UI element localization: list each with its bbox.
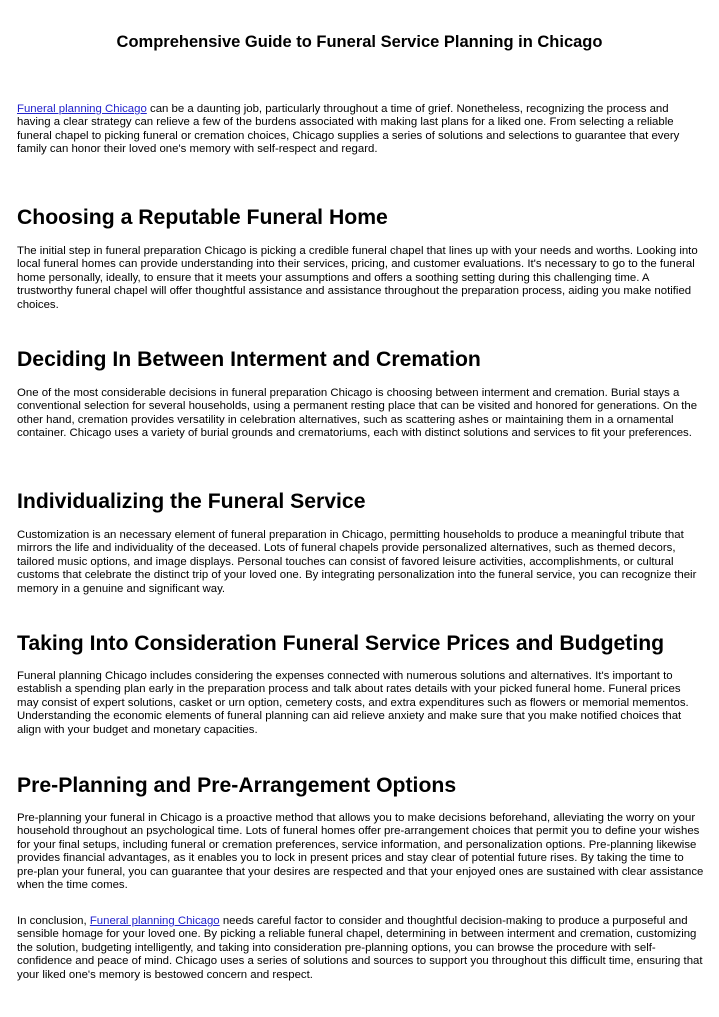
intro-paragraph — [17, 103, 704, 157]
section-body-costs: Funeral planning Chicago includes considering the expenses connected with numerous solutions and alternatives. It's important to establish a spending plan early in the preparation process and talk about rates details with your picked funeral home. Funeral prices may consist of expert solutions, casket or urn option, cemetery costs, and extra expenditures such as flowers or memorial mementos. Understanding the economic elements of funeral planning can aid relieve anxiety and make sure that you make notified choices that align with your budget and monetary capacities. — [17, 670, 689, 736]
conclusion-text: needs careful factor to consider and thoughtful decision-making to produce a purposeful and sensible homage for your loved one. By picking a reliable funeral chapel, determining in between interment and cremation, customizing the solution, budgeting intelligently, and taking into consideration pre-planning options, you can browse the procedure with self-confidence and peace of mind. Chicago uses a series of solutions and sources to support you throughout this difficult time, ensuring that your liked one's memory is bestowed concern and respect. — [17, 915, 703, 981]
section-heading-preplanning: Pre-Planning and Pre-Arrangement Options — [17, 774, 457, 797]
intro-text: can be a daunting job, particularly throughout a time of grief. Nonetheless, recognizing the process and having a clear strategy can relieve a few of the burdens associated with making last plans for a liked one. From selecting a reliable funeral chapel to picking funeral or cremation choices, Chicago supplies a series of solutions and selections to guarantee that every family can honor their loved one's memory with self-respect and regard. — [17, 103, 680, 156]
section-body-funeral-home: The initial step in funeral preparation Chicago is picking a credible funeral chapel that lines up with your needs and worths. Looking into local funeral homes can provide understanding into their services, pricing, and customer evaluations. It's necessary to go to the funeral home personally, ideally, to ensure that it meets your assumptions and offers a soothing setting during this challenging time. A trustworthy funeral chapel will offer thoughtful assistance and assistance throughout the preparation process, aiding you make notified choices. — [17, 245, 698, 311]
section-heading-costs: Taking Into Consideration Funeral Service Prices and Budgeting — [17, 632, 665, 655]
conclusion-link[interactable]: Funeral planning Chicago — [89, 915, 220, 927]
conclusion-paragraph — [17, 915, 704, 982]
section-heading-burial-cremation: Deciding In Between Interment and Cremation — [17, 348, 481, 371]
intro-link[interactable]: Funeral planning Chicago — [17, 103, 147, 115]
conclusion-prefix: In conclusion, — [17, 915, 90, 927]
section-body-preplanning: Pre-planning your funeral in Chicago is a proactive method that allows you to make decisions beforehand, alleviating the worry on your household throughout an psychological time. Lots of funeral homes offer pre-arrangement choices that permit you to define your wishes for your final setups, including funeral or cremation preferences, service information, and personalization options. Pre-planning likewise provides financial advantages, as it enables you to lock in present prices and stay clear of potential future rises. By taking the time to pre-plan your funeral, you can guarantee that your desires are respected and that your enjoyed ones are sustained with clear assistance when the time comes. — [17, 812, 704, 892]
section-heading-personalizing: Individualizing the Funeral Service — [17, 490, 366, 513]
page-title: Comprehensive Guide to Funeral Service Planning in Chicago — [116, 33, 603, 51]
section-heading-funeral-home: Choosing a Reputable Funeral Home — [17, 206, 388, 229]
section-body-burial-cremation: One of the most considerable decisions in funeral preparation Chicago is choosing between interment and cremation. Burial stays a conventional selection for several households, using a permanent resting place that can be visited and honored for generations. On the other hand, cremation provides versatility in celebration alternatives, such as scattering ashes or maintaining them in a ornamental container. Chicago uses a variety of burial grounds and crematoriums, each with distinct solutions and services to fit your preferences. — [17, 387, 698, 440]
section-body-personalizing: Customization is an necessary element of funeral preparation in Chicago, permitting households to produce a meaningful tribute that mirrors the life and individuality of the deceased. Lots of funeral chapels provide personalized alternatives, such as themed decors, tailored music options, and image displays. Personal touches can consist of favored leisure activities, accomplishments, or cultural customs that celebrate the distinct trip of your loved one. By integrating personalization into the funeral service, you can recognize their memory in a genuine and significant way. — [17, 529, 697, 595]
